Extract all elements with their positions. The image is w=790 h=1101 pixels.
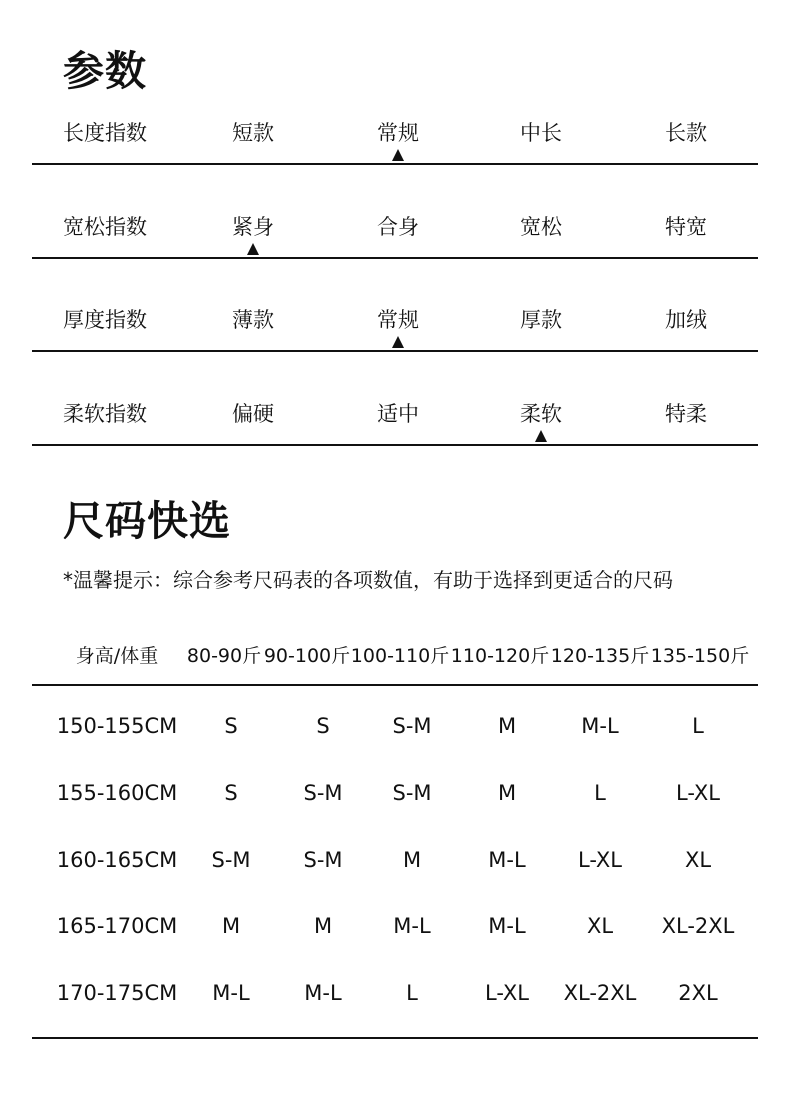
size-cell: M	[221, 914, 241, 938]
size-table-header	[0, 647, 790, 671]
param-scale-line	[32, 444, 758, 446]
param-option: 薄款	[232, 308, 274, 332]
size-cell: M	[497, 781, 517, 805]
param-scale-line	[32, 163, 758, 165]
size-cell: S	[316, 714, 330, 738]
param-option: 加绒	[665, 308, 707, 332]
size-cell: M-L	[304, 981, 342, 1005]
param-option: 宽松	[520, 215, 562, 239]
height-cell: 160-165CM	[56, 848, 178, 872]
param-option: 特宽	[665, 215, 707, 239]
table-row	[0, 916, 790, 946]
param-label: 柔软指数	[63, 402, 147, 426]
param-scale-line	[32, 257, 758, 259]
size-cell: XL-2XL	[661, 914, 735, 938]
param-option: 短款	[232, 121, 274, 145]
size-cell: M-L	[212, 981, 250, 1005]
table-row	[0, 983, 790, 1013]
param-option: 柔软	[520, 402, 562, 426]
param-label: 厚度指数	[63, 308, 147, 332]
param-label: 长度指数	[63, 121, 147, 145]
column-header: 100-110斤	[350, 645, 450, 667]
selection-marker-icon	[392, 336, 404, 348]
size-cell: 2XL	[678, 981, 718, 1005]
param-option: 适中	[377, 402, 419, 426]
height-cell: 170-175CM	[56, 981, 178, 1005]
size-cell: S-M	[303, 781, 343, 805]
size-cell: S	[224, 781, 238, 805]
size-cell: M-L	[393, 914, 431, 938]
table-row	[0, 850, 790, 880]
size-cell: L	[406, 981, 418, 1005]
size-guide-title: 尺码快选	[63, 497, 231, 545]
table-row	[0, 716, 790, 746]
size-cell: M-L	[581, 714, 619, 738]
size-cell: S-M	[211, 848, 251, 872]
selection-marker-icon	[247, 243, 259, 255]
param-option: 中长	[520, 121, 562, 145]
size-cell: S-M	[303, 848, 343, 872]
param-row-thickness	[0, 310, 790, 404]
param-row-fit	[0, 217, 790, 311]
size-cell: M	[497, 714, 517, 738]
param-option: 常规	[377, 308, 419, 332]
param-option: 长款	[665, 121, 707, 145]
param-option: 合身	[377, 215, 419, 239]
size-cell: XL-2XL	[563, 981, 637, 1005]
column-header: 135-150斤	[650, 645, 750, 667]
height-cell: 165-170CM	[56, 914, 178, 938]
size-cell: L-XL	[578, 848, 622, 872]
param-row-softness	[0, 404, 790, 498]
size-cell: M	[402, 848, 422, 872]
column-header: 身高/体重	[75, 645, 159, 667]
column-header: 120-135斤	[550, 645, 650, 667]
size-cell: M	[313, 914, 333, 938]
selection-marker-icon	[392, 149, 404, 161]
param-option: 厚款	[520, 308, 562, 332]
column-header: 80-90斤	[186, 645, 262, 667]
size-cell: S-M	[392, 781, 432, 805]
column-header: 90-100斤	[263, 645, 351, 667]
table-bottom-rule	[32, 1037, 758, 1039]
size-cell: M-L	[488, 848, 526, 872]
size-cell: L	[692, 714, 704, 738]
selection-marker-icon	[535, 430, 547, 442]
param-option: 偏硬	[232, 402, 274, 426]
param-label: 宽松指数	[63, 215, 147, 239]
param-option: 常规	[377, 121, 419, 145]
size-cell: XL	[586, 914, 614, 938]
size-cell: L-XL	[676, 781, 720, 805]
size-cell: L-XL	[485, 981, 529, 1005]
height-cell: 150-155CM	[56, 714, 178, 738]
size-cell: M-L	[488, 914, 526, 938]
size-cell: S-M	[392, 714, 432, 738]
column-header: 110-120斤	[450, 645, 550, 667]
param-row-length	[0, 123, 790, 217]
param-option: 紧身	[232, 215, 274, 239]
height-cell: 155-160CM	[56, 781, 178, 805]
table-row	[0, 783, 790, 813]
size-cell: XL	[684, 848, 712, 872]
table-top-rule	[32, 684, 758, 686]
param-option: 特柔	[665, 402, 707, 426]
params-title: 参数	[63, 47, 147, 95]
param-scale-line	[32, 350, 758, 352]
size-cell: L	[594, 781, 606, 805]
size-guide-hint: *温馨提示：综合参考尺码表的各项数值，有助于选择到更适合的尺码	[63, 568, 673, 592]
size-cell: S	[224, 714, 238, 738]
